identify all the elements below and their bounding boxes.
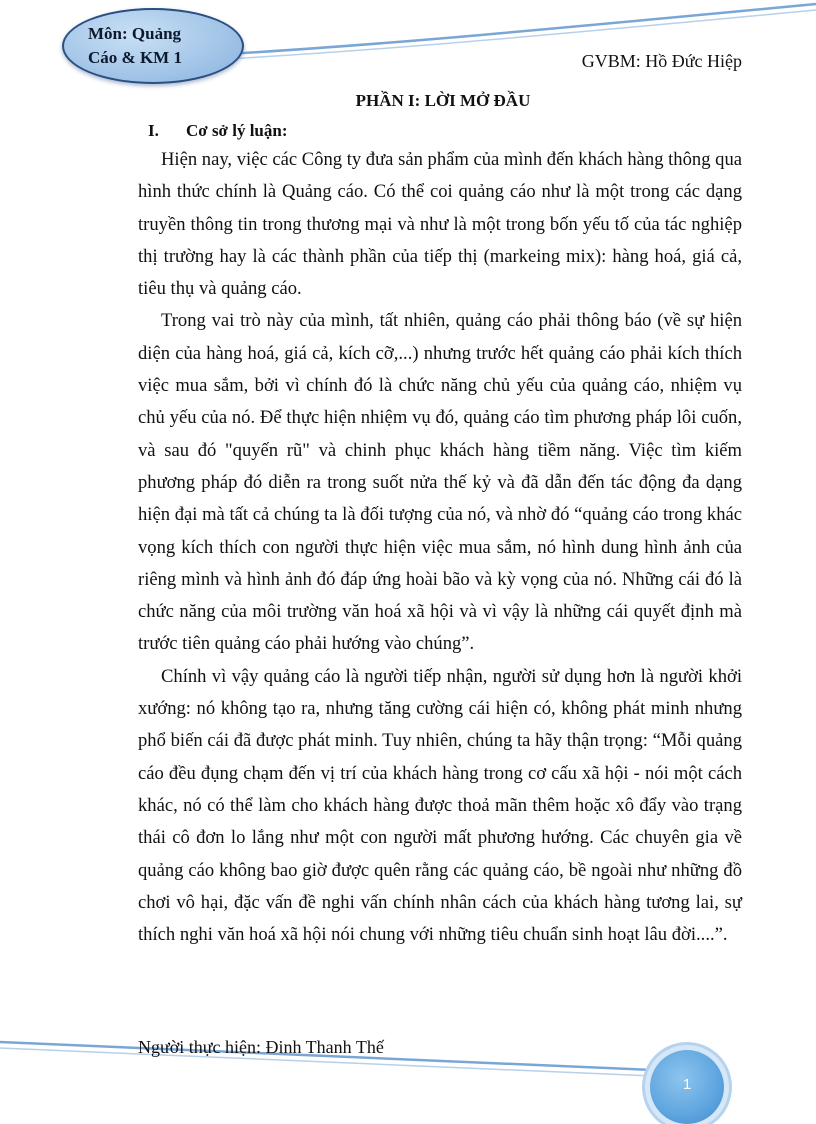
paragraph: Hiện nay, việc các Công ty đưa sản phẩm của mình đến khách hàng thông qua hình thức chính là Quảng cáo. Có thể coi quảng cáo như là một trong các dạng truyền thông tin trong thương mại và như là một trong bốn yếu tố của tác nghiệp thị trường hay là các thành phần của tiếp thị (markeing mix): hàng hoá, giá cả, tiêu thụ và quảng cáo. [138, 149, 742, 300]
subject-line-1: Môn: Quảng [88, 24, 182, 43]
subject-label [88, 22, 238, 70]
paragraph: Trong vai trò này của mình, tất nhiên, quảng cáo phải thông báo (về sự hiện diện của hàng hoá, giá cả, kích cỡ,...) nhưng trước hết quảng cáo phải kích thích việc mua sắm, bởi vì chính đó là chức năng chủ yếu của quảng cáo, nhiệm vụ chủ yếu của nó. Để thực hiện nhiệm vụ đó, quảng cáo tìm phương pháp lôi cuốn, và sau đó "quyến rũ" và chinh phục khách hàng tiềm năng. Việc tìm kiếm phương pháp đó diễn ra trong suốt nửa thế kỷ và đã dẫn đến tác động đa dạng hiện đại mà tất cả chúng ta là đối tượng của nó, và nhờ đó “quảng cáo trong khác vọng kích thích con người thực hiện việc mua sắm, nó hình dung hình ảnh của riêng mình và hình ảnh đó đáp ứng hoài bão và kỳ vọng của nó. Những cái đó là chức năng của môi trường văn hoá xã hội và vì vậy là những cái quyết định mà trước tiên quảng cáo phải hướng vào chúng”. [138, 310, 742, 655]
page-number: 1 [682, 1076, 692, 1093]
body-text [138, 144, 742, 951]
section-heading [148, 120, 288, 142]
subject-line-2: Cáo & KM 1 [88, 48, 182, 67]
heading-text: Cơ sở lý luận: [186, 121, 288, 140]
heading-number: I. [148, 121, 159, 140]
section-title: PHẦN I: LỜI MỞ ĐẦU [355, 91, 531, 110]
author-line: Người thực hiện: Đinh Thanh Thế [138, 1037, 384, 1057]
paragraph: Chính vì vậy quảng cáo là người tiếp nhận, người sử dụng hơn là người khởi xướng: nó không tạo ra, nhưng tăng cường cái hiện có, không phát minh nhưng phổ biến cái đã được phát minh. Tuy nhiên, chúng ta hãy thận trọng: “Mỗi quảng cáo đều đụng chạm đến vị trí của khách hàng trong cơ cấu xã hội - nói một cách khác, nó có thể làm cho khách hàng được thoả mãn thêm hoặc xô đẩy vào trạng thái cô đơn lo lắng như một con người mất phương hướng. Các chuyên gia về quảng cáo không bao giờ được quên rằng các quảng cáo, bề ngoài như những đồ chơi vô hại, đặc vấn đề nghi vấn chính nhân cách của khách hàng tương lai, sự thích nghi văn hoá xã hội nói chung với những tiêu chuẩn sinh hoạt lâu đời....”. [138, 665, 742, 946]
teacher-name: GVBM: Hồ Đức Hiệp [581, 51, 742, 71]
